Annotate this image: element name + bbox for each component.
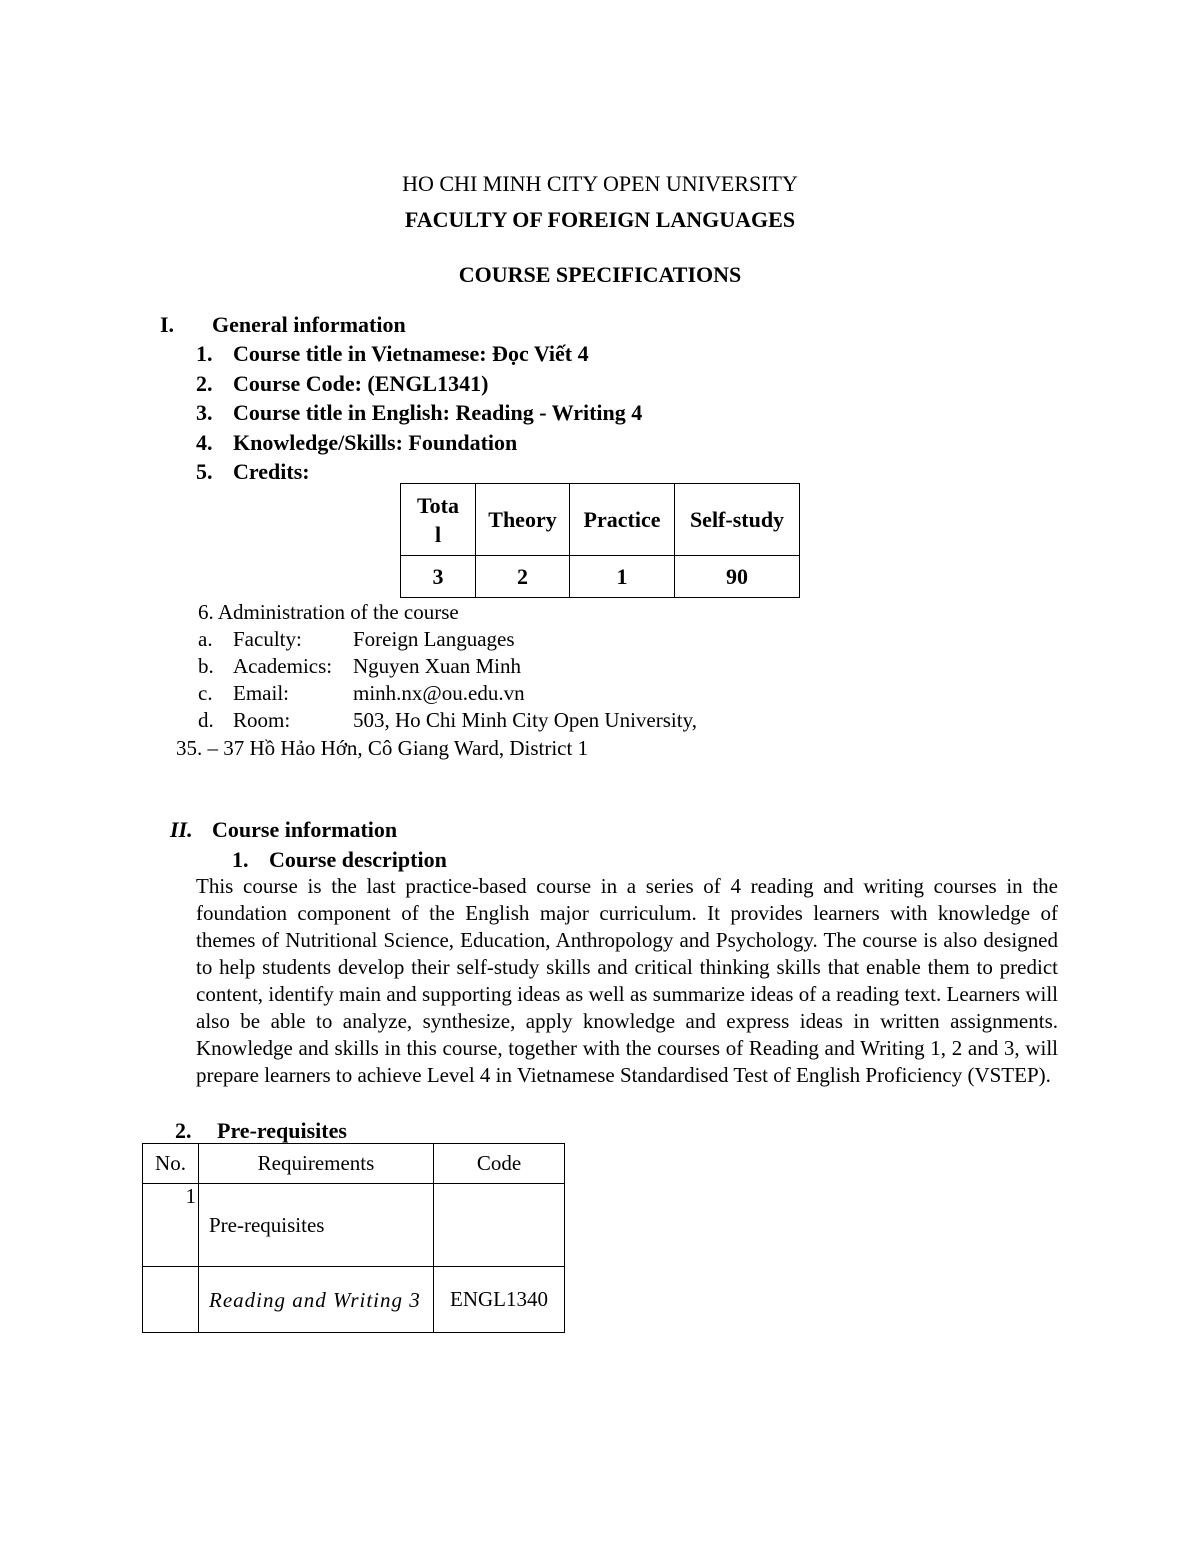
credits-header-practice: Practice [570,484,675,556]
section-1-numeral: I. [160,312,175,337]
credits-practice-value: 1 [570,556,675,598]
credits-label: Credits: [233,459,310,484]
prerequisites-heading: Pre-requisites [217,1118,347,1143]
prereq-header-requirements: Requirements [199,1144,434,1184]
item-number: 4. [196,430,213,455]
admin-value: 503, Ho Chi Minh City Open University, [353,708,697,732]
prerequisites-table [142,1143,565,1333]
university-name: HO CHI MINH CITY OPEN UNIVERSITY [402,171,798,196]
prereq-row-number [143,1267,199,1333]
table-row [143,1267,565,1333]
admin-letter: b. [198,654,214,678]
course-title-vietnamese: Course title in Vietnamese: Đọc Viết 4 [233,341,589,366]
credits-self-study-value: 90 [675,556,800,598]
admin-address: 35. – 37 Hồ Hảo Hớn, Cô Giang Ward, District 1 [176,736,589,760]
prereq-row-number: 1 [143,1184,199,1267]
admin-value: Foreign Languages [353,627,515,651]
admin-letter: c. [198,681,213,705]
credits-header-self-study: Self-study [675,484,800,556]
course-title-english: Course title in English: Reading - Writing 4 [233,400,643,425]
credits-table [400,483,800,598]
prereq-header-code: Code [434,1144,565,1184]
subsection-number: 2. [175,1118,192,1143]
admin-key: Academics: [233,654,333,678]
item-number: 1. [196,341,213,366]
table-row [143,1184,565,1267]
faculty-name: FACULTY OF FOREIGN LANGUAGES [404,207,796,232]
prereq-requirement: Reading and Writing 3 [199,1267,434,1333]
section-2-numeral: II. [170,817,193,842]
admin-letter: d. [198,708,214,732]
admin-key: Faculty: [233,627,302,651]
administration-title: 6. Administration of the course [198,600,459,624]
item-number: 3. [196,400,213,425]
course-code: Course Code: (ENGL1341) [233,371,489,396]
section-1-heading: General information [212,312,406,337]
credits-total-value: 3 [401,556,476,598]
credits-theory-value: 2 [476,556,570,598]
prereq-code [434,1184,565,1267]
admin-email-value: minh.nx@ou.edu.vn [353,681,525,705]
knowledge-skills: Knowledge/Skills: Foundation [233,430,518,455]
credits-header-theory: Theory [476,484,570,556]
credits-header-total: Tota l [401,484,476,556]
document-title: COURSE SPECIFICATIONS [458,262,742,287]
section-2-heading: Course information [212,817,398,842]
item-number: 5. [196,459,213,484]
subsection-number: 1. [232,847,249,872]
item-number: 2. [196,371,213,396]
admin-key: Room: [233,708,291,732]
prereq-code: ENGL1340 [434,1267,565,1333]
admin-value: Nguyen Xuan Minh [353,654,521,678]
prereq-header-no: No. [143,1144,199,1184]
admin-letter: a. [198,627,213,651]
course-description-text: This course is the last practice-based course in a series of 4 reading and writing courses in the foundation component of the English major curriculum. It provides learners with knowledge of themes of Nutritional Science, Education, Anthropology and Psychology. The course is also designed to help students develop their self-study skills and critical thinking skills that enable them to predict content, identify main and supporting ideas as well as summarize ideas of a reading text. Learners will also be able to analyze, synthesize, apply knowledge and express ideas in written assignments. Knowledge and skills in this course, together with the courses of Reading and Writing 1, 2 and 3, will prepare learners to achieve Level 4 in Vietnamese Standardised Test of English Proficiency (VSTEP). [196,874,1058,1087]
admin-key: Email: [233,681,289,705]
prereq-requirement: Pre-requisites [199,1184,434,1267]
course-description-heading: Course description [269,847,447,872]
